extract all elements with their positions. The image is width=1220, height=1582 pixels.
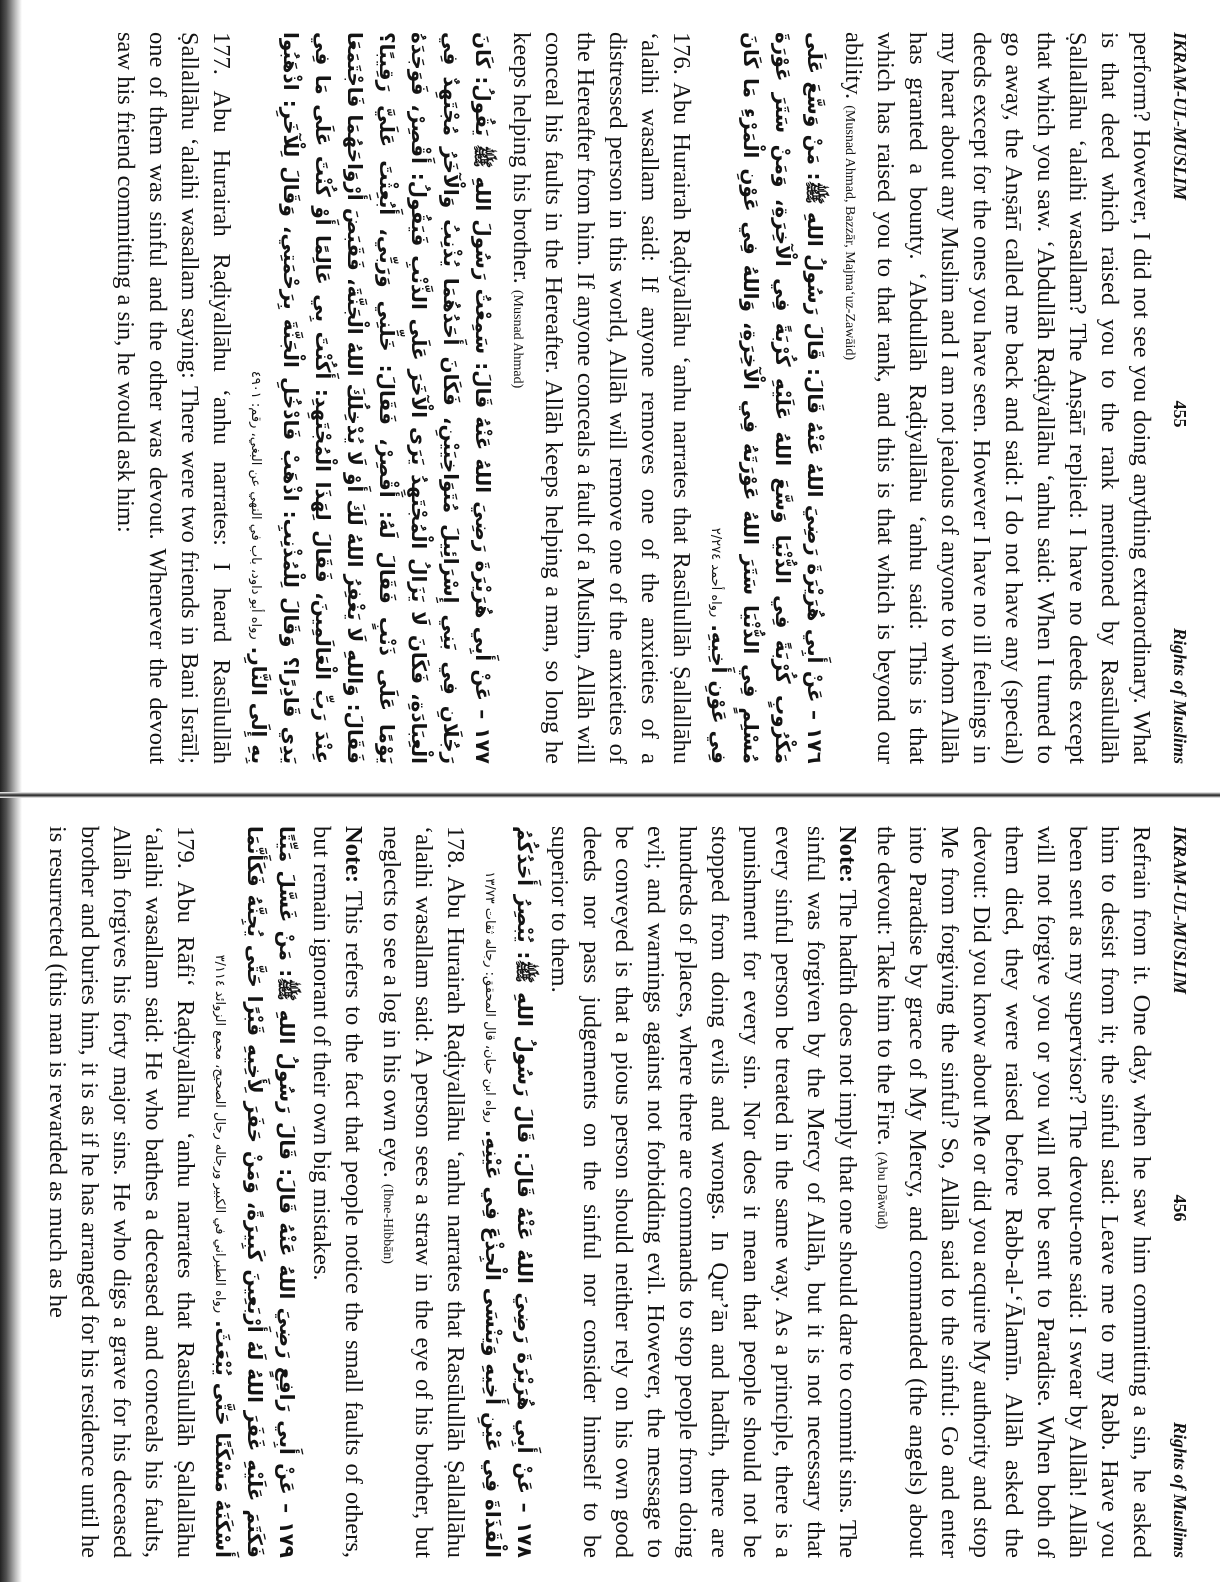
page-455 [20,18,1200,778]
book-title: IKRAM-UL-MUSLIM [1170,826,1190,995]
running-header [1169,826,1190,1558]
book-binding-shadow [0,0,22,1582]
paragraph-text: perform? However, I did not see you doing anything extraordinary. What is that deed which raised you to the rank mentioned by Rasūlullāh Ṣallallāhu ‘alaihi wasallam? The Anṣārī replied: I have no deeds except that which you saw. ‘Abdullāh Raḍiyallāhu ‘anhu said: When I turned to go away, the Anṣārī called me back and said: I do not have any (special) deeds except for the ones you have seen. However I have no ill feelings in my heart about any Muslim and I am not jealous of anyone to whom Allāh has granted a bounty. ‘Abdullāh Raḍiyallāhu ‘anhu said: This is that which has raised you to that rank, and this is that which is beyond our ability. [840,32,1155,764]
arabic-text: ١٧٧ – عَنْ أَبِي هُرَيْرَةَ رَضِيَ اللهُ عَنْهُ قَالَ: سَمِعْتُ رَسُولَ اللهِ ﷺ يَقُولُ: كَانَ رَجُلَانِ فِي بَنِي إِسْرَائِيلَ مُتَوَاخِيَيْنِ، فَكَانَ أَحَدُهُمَا يُذْنِبُ وَالْآخَرُ مُجْتَهِدٌ فِي الْعِبَادَةِ، فَكَانَ لَا يَزَالُ الْمُجْتَهِدُ يَرَى الْآخَرَ عَلَى الذَّنْبِ فَيَقُولُ: أَقْصِرْ، فَوَجَدَهُ يَوْمًا عَلَى ذَنْبٍ فَقَالَ لَهُ: أَقْصِرْ، فَقَالَ: خَلِّنِي وَرَبِّي، أَبُعِثْتَ عَلَيَّ رَقِيبًا؟ فَقَالَ: وَاللهِ لَا يَغْفِرُ اللهُ لَكَ أَوْ لَا يُدْخِلُكَ اللهُ الْجَنَّةَ، فَقَبَضَ أَرْوَاحَهُمَا فَاجْتَمَعَا عِنْدَ رَبِّ الْعَالَمِينَ، فَقَالَ لِهَذَا الْمُجْتَهِدِ: أَكُنْتَ بِي عَالِمًا أَوْ كُنْتَ عَلَى مَا فِي يَدِي قَادِرًا؟ وَقَالَ لِلْمُذْنِبِ: اذْهَبْ فَادْخُلِ الْجَنَّةَ بِرَحْمَتِي، وَقَالَ لِلْآخَرِ: اذْهَبُوا بِهِ إِلَى النَّارِ. [247,32,495,764]
page-456-content [30,812,1190,1572]
hadith-text: 178. Abu Hurairah Raḍiyallāhu ‘anhu narrates that Rasūlullāh Ṣallallāhu ‘alaihi wasallam said: A person sees a straw in the eye of his brother, but neglects to see a log in his own eye. [378,826,469,1558]
hadith-177 [109,32,237,764]
note-label: Note: [340,826,367,884]
book-title: IKRAM-UL-MUSLIM [1170,32,1190,201]
arabic-hadith-176 [699,32,831,764]
hadith-text: 176. Abu Hurairah Raḍiyallāhu ‘anhu narrates that Rasūlullāh Ṣallallāhu ‘alaihi wasallam said: If anyone removes one of the anxieties of a distressed person in this world, Allāh will remove one of the anxieties of the Hereafter from him. If anyone conceals a fault of a Muslim, Allāh will conceal his faults in the Hereafter. Allāh keeps helping a man, so long he keeps helping his brother. [508,32,695,764]
hadith-text: 179. Abu Rāfi‘ Raḍiyallāhu ‘anhu narrates that Rasūlullāh Ṣallallāhu ‘alaihi wasallam said: He who bathes a deceased and conceals his faults, Allāh forgives his forty major sins. He who digs a grave for his deceased brother and buries him, it is as if he has arranged for his residence until he is resurrected (this man is rewarded as much as he [44,826,199,1558]
paragraph-continued [833,32,1157,764]
hadith-178 [371,826,471,1558]
source-citation: (Abu Dāwūd) [874,1151,889,1230]
hadith-179 [41,826,201,1558]
arabic-text: ١٧٦ – عَنْ أَبِي هُرَيْرَةَ رَضِيَ اللهُ عَنْهُ قَالَ: قَالَ رَسُولُ اللهِ ﷺ: مَنْ وَسَّعَ عَلَى مَكْرُوبٍ كُرْبَةً فِي الدُّنْيَا وَسَّعَ اللهُ عَلَيْهِ كُرْبَةً فِي الْآخِرَةِ، وَمَنْ سَتَرَ عَوْرَةَ مُسْلِمٍ فِي الدُّنْيَا سَتَرَ اللهُ عَوْرَتَهُ فِي الْآخِرَةِ، وَاللهُ فِي عَوْنِ الْمَرْءِ مَا كَانَ فِي عَوْنِ أَخِيهِ. [707,32,827,764]
hadith-176 [501,32,697,764]
note-text: This refers to the fact that people notice the small faults of others, but remain ignorant of their own big mistakes. [308,826,367,1558]
page-divider [0,792,1220,798]
source-citation: (Musnad Ahmad) [510,289,525,389]
arabic-source: رواه ابن حبان، قال المحقق: رجاله ثقات ١٣/٧٣ [482,871,497,1123]
arabic-source: رواه أبو داود، باب في النهي عن البغي، رقم: ٤٩٠١ [248,370,263,640]
page-number: 456 [1170,1194,1190,1222]
note-label: Note: [834,826,861,884]
source-citation: (Ibne-Hibbān) [380,1183,395,1264]
note-text: The hadīth does not imply that one should dare to commit sins. The sinful was forgiven by the Mercy of Allāh, but it is not necessary that every sinful person be treated in the same way. As a principle, there is a punishment for every sin. Nor does it mean that people should not be stopped from doing evils and wrongs. In Qur’ān and hadīth, there are hundreds of places, where there are commands to stop people from doing evil; and warnings against not forbidding evil. However, the message to be conveyed is that a pious person should neither rely on his own good deeds nor pass judgements on the sinful nor consider himself to be superior to them. [546,826,861,1558]
page-455-content [30,18,1190,778]
page-456 [20,812,1200,1572]
arabic-source: رواه أحمد ٢/٢٧٤ [708,527,723,618]
note-paragraph [543,826,863,1558]
arabic-hadith-178 [473,826,541,1558]
page-number: 455 [1170,400,1190,428]
section-title: Rights of Muslims [1170,1421,1190,1558]
hadith-text: 177. Abu Hurairah Raḍiyallāhu ‘anhu narrates: I heard Rasūlullāh Ṣallallāhu ‘alaihi wasallam saying: There were two friends in Bani Isrāīl; one of them was sinful and the other was devout. Whenever the devout saw his friend committing a sin, he would ask him: [112,32,235,764]
section-title: Rights of Muslims [1170,627,1190,764]
arabic-hadith-177 [239,32,499,764]
arabic-source: رواه الطبراني في الكبير ورجاله رجال الصحيح، مجمع الزوائد ٣/١١٤ [212,954,227,1314]
running-header [1169,32,1190,764]
arabic-text: ١٧٩ – عَنْ أَبِي رَافِعٍ رَضِيَ اللهُ عَنْهُ قَالَ: قَالَ رَسُولُ اللهِ ﷺ: مَنْ غَسَّلَ مَيِّتًا فَكَتَمَ عَلَيْهِ غَفَرَ اللهُ لَهُ أَرْبَعِينَ كَبِيرَةً، وَمَنْ حَفَرَ لِأَخِيهِ قَبْرًا حَتَّى يُجِنَّهُ فَكَأَنَّمَا أَسْكَنَهُ مَسْكَنًا حَتَّى يُبْعَثَ. [211,826,299,1558]
paragraph-text: Refrain from it. One day, when he saw him committing a sin, he asked him to desist from it; the sinful said: Leave me to my Rabb. Have you been sent as my supervisor? The devout-one said: I swear by Allāh! Allāh will not forgive you or you will not be sent to Paradise. When both of them died, they were raised before Rabb-al-‘Ālamīn. Allāh asked the devout: Did you know about Me or did you acquire My authority and stop Me from forgiving the sinful? So, Allāh said to the sinful: Go and enter into Paradise by grace of My Mercy, and commanded (the angels) about the devout: Take him to the Fire. [872,826,1155,1558]
source-citation: (Musnad Ahmad, Bazzār, Majma‘uz-Zawāid) [842,105,857,361]
note-paragraph [305,826,369,1558]
paragraph-continued [865,826,1157,1558]
arabic-hadith-179 [203,826,303,1558]
arabic-text: ١٧٨ – عَنْ أَبِي هُرَيْرَةَ رَضِيَ اللهُ عَنْهُ قَالَ: قَالَ رَسُولُ اللهِ ﷺ: يُبْصِرُ أَحَدُكُمُ الْقَذَاةَ فِي عَيْنِ أَخِيهِ وَيَنْسَى الْجِذْعَ فِي عَيْنِهِ. [481,826,537,1558]
